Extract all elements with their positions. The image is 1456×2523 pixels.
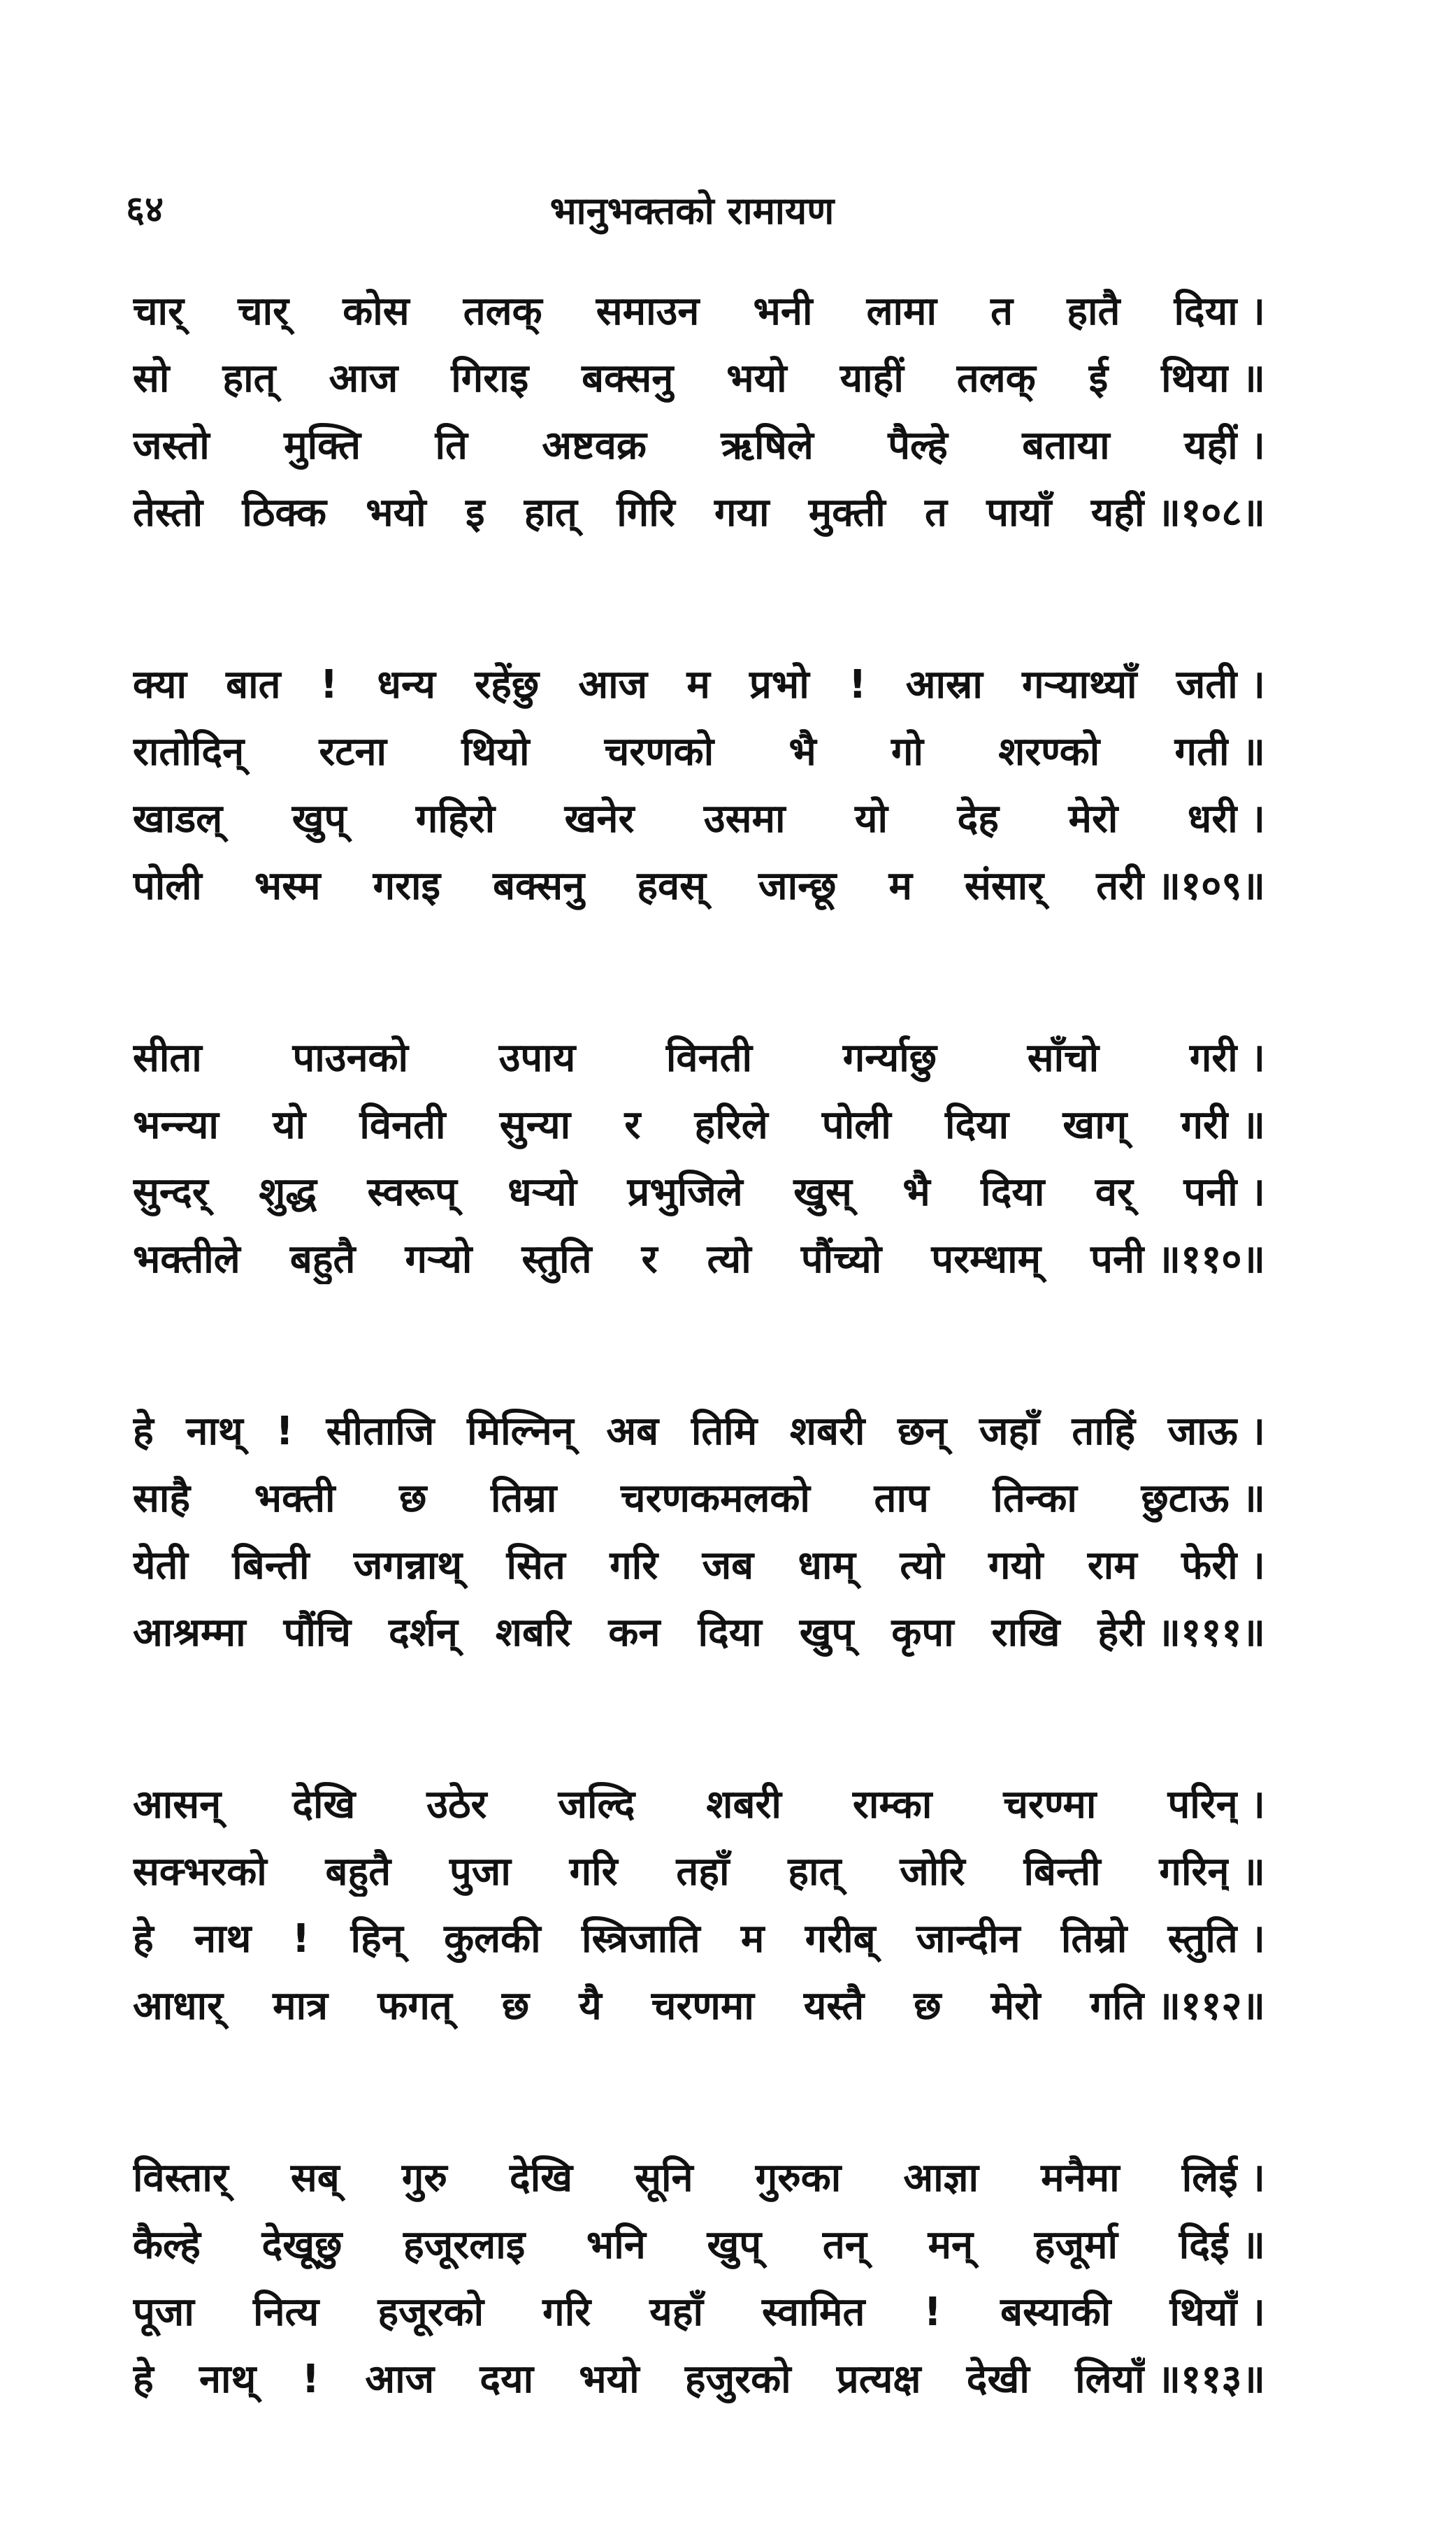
verse-line	[133, 1537, 1265, 1604]
verse-text: पूजा नित्य हजूरको गरि यहाँ स्वामित ! बस्याकी थियाँ	[133, 2290, 1238, 2335]
stanza-113	[133, 2150, 1265, 2418]
verse-number: ॥११०॥	[1157, 1237, 1265, 1282]
verse-text: भन्न्या यो विनती सुन्या र हरिले पोली दिया खाग् गरी	[133, 1102, 1230, 1148]
verse-text: हे नाथ ! हिन् कुलकी स्त्रिजाति म गरीब् जान्दीन तिम्रो स्तुति	[133, 1916, 1238, 1962]
verse-line	[133, 1470, 1265, 1537]
verse-text: कैल्हे देखूछु हजूरलाइ भनि खुप् तन् मन् हजूर्मा दिई	[133, 2222, 1230, 2268]
verse-text: सक्भरको बहुतै पुजा गरि तहाँ हात् जोरि बिन्ती गरिन्	[133, 1849, 1230, 1895]
verse-end-mark: ।	[1250, 1170, 1265, 1215]
verse-text: पोली भस्म गराइ बक्सनु हवस् जान्छू म संसार् तरी	[133, 863, 1145, 909]
verse-end-mark: ॥	[1241, 356, 1265, 401]
verse-text: विस्तार् सब् गुरु देखि सूनि गुरुका आज्ञा मनैमा लिई	[133, 2155, 1238, 2201]
verse-end-mark: ॥	[1241, 1476, 1265, 1521]
verse-line	[133, 2351, 1265, 2418]
verse-line	[133, 1231, 1265, 1298]
stanza-111	[133, 1403, 1265, 1672]
verse-end-mark: ॥	[1241, 1849, 1265, 1895]
verse-number: ॥१०९॥	[1157, 863, 1265, 909]
verse-end-mark: ॥	[1241, 1102, 1265, 1148]
verse-text: सीता पाउनको उपाय विनती गर्न्याछु साँचो गरी	[133, 1035, 1238, 1081]
verse-text: आश्रम्मा पौंचि दर्शन् शबरि कन दिया खुप् कृपा राखि हेरी	[133, 1610, 1145, 1655]
verse-text: क्या बात ! धन्य रहेंछु आज म प्रभो ! आस्रा गर्‍याथ्याँ जती	[133, 662, 1238, 707]
verse-end-mark: ।	[1250, 1543, 1265, 1588]
verse-line	[133, 1911, 1265, 1978]
verse-line	[133, 1030, 1265, 1097]
verse-end-mark: ।	[1250, 1409, 1265, 1454]
page-number: ६४	[126, 189, 164, 231]
verse-text: सो हात् आज गिराइ बक्सनु भयो याहीं तलक् ई थिया	[133, 356, 1230, 401]
verse-line	[133, 2284, 1265, 2351]
verse-end-mark: ।	[1250, 289, 1265, 334]
verse-line	[133, 1978, 1265, 2045]
verse-line	[133, 858, 1265, 925]
stanza-109	[133, 656, 1265, 925]
stanza-112	[133, 1776, 1265, 2045]
verse-line	[133, 417, 1265, 484]
stanza-108	[133, 283, 1265, 552]
verse-line	[133, 1776, 1265, 1843]
verse-line	[133, 656, 1265, 724]
verse-end-mark: ।	[1250, 2155, 1265, 2201]
verse-text: रातोदिन् रटना थियो चरणको भै गो शरण्को गती	[133, 729, 1230, 775]
verse-line	[133, 283, 1265, 350]
verse-line	[133, 724, 1265, 791]
verse-line	[133, 791, 1265, 858]
verse-line	[133, 484, 1265, 552]
verse-text: साहै भक्ती छ तिम्रा चरणकमलको ताप तिन्का छुटाऊ	[133, 1476, 1230, 1521]
verse-line	[133, 1604, 1265, 1672]
verse-end-mark: ।	[1250, 662, 1265, 707]
verse-text: जस्तो मुक्ति ति अष्टवक्र ऋषिले पैल्हे बताया यहीं	[133, 423, 1238, 468]
verse-text: सुन्दर् शुद्ध स्वरूप् धर्‍यो प्रभुजिले खुस् भै दिया वर् पनी	[133, 1170, 1238, 1215]
verse-end-mark: ।	[1250, 1782, 1265, 1827]
verse-text: येती बिन्ती जगन्नाथ् सित गरि जब धाम् त्यो गयो राम फेरी	[133, 1543, 1238, 1588]
verse-text: भक्तीले बहुतै गर्‍यो स्तुति र त्यो पौंच्यो परम्धाम् पनी	[133, 1237, 1145, 1282]
verse-line	[133, 2217, 1265, 2284]
stanza-110	[133, 1030, 1265, 1298]
verse-text: हे नाथ् ! आज दया भयो हजुरको प्रत्यक्ष देखी लियाँ	[133, 2357, 1145, 2402]
verse-text: तेस्तो ठिक्क भयो इ हात् गिरि गया मुक्ती त पायाँ यहीं	[133, 490, 1145, 535]
verse-text: हे नाथ् ! सीताजि मिल्निन् अब तिमि शबरी छन् जहाँ ताहिं जाऊ	[133, 1409, 1238, 1454]
verse-end-mark: ।	[1250, 1916, 1265, 1962]
verse-line	[133, 1097, 1265, 1164]
verse-end-mark: ॥	[1241, 2222, 1265, 2268]
verse-line	[133, 1403, 1265, 1470]
verse-number: ॥१११॥	[1157, 1610, 1265, 1655]
verse-end-mark: ।	[1250, 1035, 1265, 1081]
verse-text: चार् चार् कोस तलक् समाउन भनी लामा त हातै दिया	[133, 289, 1238, 334]
verse-line	[133, 2150, 1265, 2217]
verse-end-mark: ॥	[1241, 729, 1265, 775]
verse-line	[133, 1164, 1265, 1231]
verse-line	[133, 1843, 1265, 1911]
verse-end-mark: ।	[1250, 2290, 1265, 2335]
verse-number: ॥१०८॥	[1157, 490, 1265, 535]
verse-end-mark: ।	[1250, 796, 1265, 842]
verse-text: आसन् देखि उठेर जल्दि शबरी राम्का चरण्मा परिन्	[133, 1782, 1238, 1827]
verse-number: ॥११३॥	[1157, 2357, 1265, 2402]
verse-text: आधार् मात्र फगत् छ यै चरणमा यस्तै छ मेरो गति	[133, 1983, 1145, 2029]
verse-number: ॥११२॥	[1157, 1983, 1265, 2029]
verse-text: खाडल् खुप् गहिरो खनेर उसमा यो देह मेरो धरी	[133, 796, 1238, 842]
running-title: भानुभक्तको रामायण	[549, 189, 835, 233]
verse-body	[133, 283, 1265, 2523]
verse-end-mark: ।	[1250, 423, 1265, 468]
page-header	[126, 183, 1258, 239]
verse-line	[133, 350, 1265, 417]
